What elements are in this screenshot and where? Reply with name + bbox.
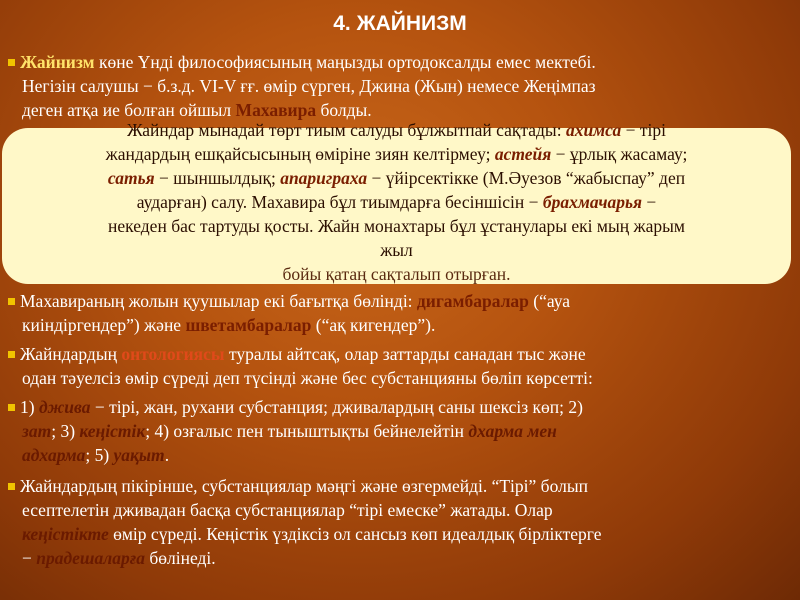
term-shvetambara: шветамбаралар bbox=[185, 315, 312, 335]
text: Махавираның жолын қуушылар екі бағытқа бөлінді: bbox=[20, 291, 417, 311]
bullet-icon bbox=[8, 404, 15, 411]
slide-title: 4. ЖАЙНИЗМ bbox=[333, 12, 467, 35]
bullet-icon bbox=[8, 298, 15, 305]
text: − шыншылдық; bbox=[154, 168, 281, 188]
text: (“ақ кигендер”). bbox=[311, 315, 436, 335]
text: деген атқа ие болған ойшыл bbox=[22, 100, 236, 120]
paragraph-jainism-intro bbox=[8, 50, 776, 122]
callout-line bbox=[16, 190, 777, 214]
line bbox=[8, 395, 776, 419]
line bbox=[8, 50, 776, 74]
text: аударған) салу. Махавира бұл тиымдарға бесіншісін − bbox=[136, 192, 543, 212]
line bbox=[8, 313, 776, 337]
text: жандардың ешқайсысының өміріне зиян келтірмеу; bbox=[105, 144, 495, 164]
text: − bbox=[642, 192, 657, 212]
text: ; 5) bbox=[85, 445, 114, 465]
term-digambara: дигамбаралар bbox=[416, 291, 529, 311]
callout-line bbox=[16, 142, 777, 166]
term-jainism: Жайнизм bbox=[20, 52, 95, 72]
bullet-icon bbox=[8, 351, 15, 358]
paragraph-eternity bbox=[8, 474, 776, 570]
text: − тірі, жан, рухани субстанция; дживалардың саны шексіз көп; 2) bbox=[90, 397, 583, 417]
term-dharma: дхарма мен bbox=[468, 421, 557, 441]
term-matter: зат bbox=[22, 421, 52, 441]
line: Негізін салушы − б.з.д. VI-V ғғ. өмір сүрген, Джина (Жын) немесе Жеңімпаз bbox=[22, 76, 596, 96]
term-mahavira: Махавира bbox=[235, 100, 317, 120]
text: − bbox=[22, 548, 37, 568]
term-space-loc: кеңістікте bbox=[22, 524, 109, 544]
line bbox=[8, 522, 776, 546]
line bbox=[8, 289, 776, 313]
callout-box bbox=[2, 120, 791, 284]
text: ; 4) озғалыс пен тыныштықты бейнелейтін bbox=[145, 421, 469, 441]
callout-line: жыл bbox=[380, 240, 413, 260]
term-asteya: астейя bbox=[494, 144, 552, 164]
text: өмір сүреді. Кеңістік үздіксіз ол сансыз көп идеалдық бірліктерге bbox=[108, 524, 602, 544]
term-satya: сатья bbox=[107, 168, 155, 188]
term-ahimsa: ахимса bbox=[565, 120, 622, 140]
text: көне Үнді философиясының маңызды ортодоксалды емес мектебі. bbox=[94, 52, 596, 72]
callout-line bbox=[16, 118, 777, 142]
text: бөлінеді. bbox=[144, 548, 216, 568]
term-space: кеңістік bbox=[79, 421, 146, 441]
term-adharma: адхарма bbox=[22, 445, 86, 465]
line: есептелетін дживадан басқа субстанциялар “тірі емеске” жатады. Олар bbox=[22, 500, 553, 520]
paragraph-schools bbox=[8, 289, 776, 337]
text: − тірі bbox=[621, 120, 666, 140]
text: (“ауа bbox=[528, 291, 571, 311]
line: одан тәуелсіз өмір сүреді деп түсінді және бес субстанцияны бөліп көрсетті: bbox=[22, 368, 593, 388]
line bbox=[8, 443, 776, 467]
text: киіндіргендер”) және bbox=[22, 315, 186, 335]
line bbox=[8, 546, 776, 570]
bullet-icon bbox=[8, 483, 15, 490]
text: − үйірсектікке (М.Әуезов “жабыспау” деп bbox=[367, 168, 686, 188]
paragraph-ontology bbox=[8, 342, 776, 390]
term-ontology: онтологиясы bbox=[121, 344, 225, 364]
text: туралы айтсақ, олар заттарды санадан тыс және bbox=[224, 344, 586, 364]
bullet-icon bbox=[8, 59, 15, 66]
callout-line: бойы қатаң сақталып отырған. bbox=[282, 264, 511, 284]
term-jiva: джива bbox=[38, 397, 91, 417]
line bbox=[8, 419, 776, 443]
text: Жайндардың пікірінше, субстанциялар мәңгі және өзгермейді. “Тірі” болып bbox=[20, 476, 588, 496]
text: Жайндардың bbox=[20, 344, 122, 364]
callout-line bbox=[16, 166, 777, 190]
term-aparigraha: апариграха bbox=[280, 168, 368, 188]
line bbox=[8, 342, 776, 366]
line bbox=[8, 474, 776, 498]
callout-line: некеден бас тартуды қосты. Жайн монахтары бұл ұстанулары екі мың жарым bbox=[108, 216, 685, 236]
text: болды. bbox=[316, 100, 372, 120]
term-brahmacharya: брахмачарья bbox=[542, 192, 643, 212]
text: Жайндар мынадай төрт тиым салуды бұлжытпай сақтады: bbox=[127, 120, 566, 140]
term-time: уақыт bbox=[113, 445, 165, 465]
text: ; 3) bbox=[51, 421, 80, 441]
paragraph-substances bbox=[8, 395, 776, 467]
text: . bbox=[164, 445, 170, 465]
text: − ұрлық жасамау; bbox=[551, 144, 688, 164]
term-pradesha: прадешаларға bbox=[36, 548, 145, 568]
text: 1) bbox=[20, 397, 39, 417]
